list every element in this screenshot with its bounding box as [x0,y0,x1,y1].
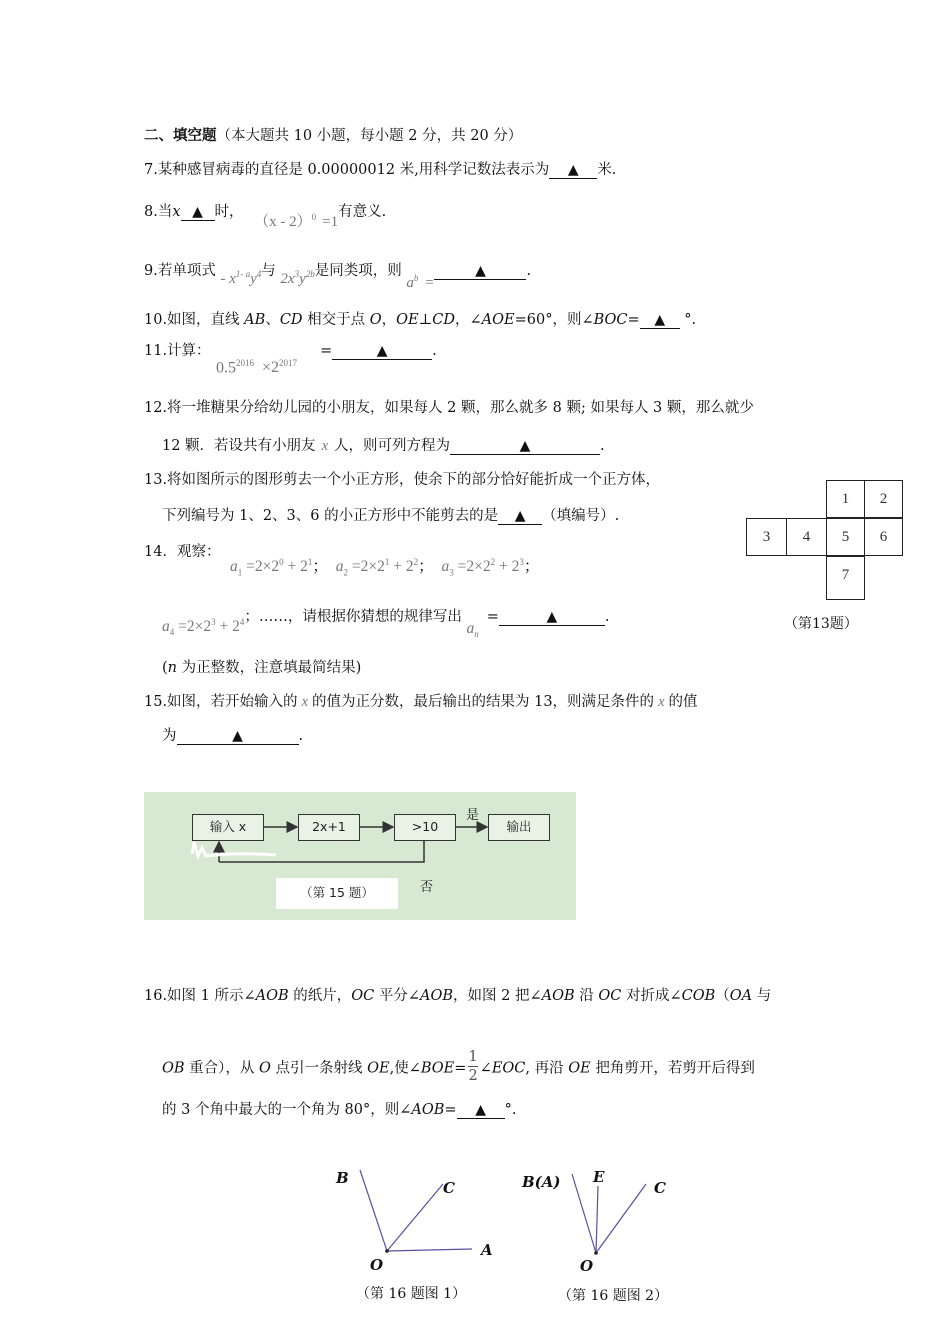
q15-end: . [298,728,304,744]
fig2-label-o: O [580,1257,594,1275]
q16-eoc: EOC [491,1060,526,1077]
q10-cd2: CD [432,312,456,328]
q13-post: （填编号）. [542,508,620,524]
q10-t4: ，∠ [455,312,482,328]
q16-t4: ，如图 2 把∠ [453,988,542,1004]
q16-ob: OB [162,1060,185,1077]
q14-f3be: 3 [519,557,524,567]
q10-end: °. [679,312,697,328]
q16-t3: 平分∠ [374,988,421,1004]
q16-o: O [259,1060,271,1077]
q14-f4be: 4 [239,617,245,627]
q16-aob-4: AOB [411,1102,445,1118]
q14-note-open: ( [162,660,168,676]
q10-t1: 10.如图，直线 [144,312,245,328]
question-11 [144,341,211,361]
q9-m2b: y [299,271,306,287]
q16-t9: 重合），从 [184,1060,260,1077]
fig2-label-e: E [593,1168,605,1186]
q14-mid: ……，请根据你猜想的规律写出 [258,609,462,626]
question-10 [144,310,696,330]
q11-answer-blank[interactable] [332,343,432,360]
q14-f4e: 3 [211,617,216,627]
net-cell-7: 7 [826,556,865,600]
q9-answer-blank[interactable] [434,263,526,280]
q14-a2: a [335,558,344,576]
ray-oc [387,1184,443,1251]
q16-frac-num: 1 [468,1049,478,1065]
q10-o: O [369,312,382,328]
q13-caption: （第13题） [784,616,858,632]
q14-s2: 2 [343,567,348,578]
q16-aob-2: AOB [420,988,454,1004]
q11-e2: 2017 [279,358,298,368]
q14-s4: 4 [169,627,175,638]
q14-an-n: n [474,629,479,640]
q12-end: . [600,438,605,454]
triangle-marker-icon: ▲ [475,263,486,279]
ray-ob [360,1170,387,1251]
q15-t1: 15.如图，若开始输入的 [144,694,298,710]
q14-row-2 [162,602,610,640]
q8-text: 8.当 [144,204,173,220]
q9-m1be: 4 [256,269,262,279]
q15-t4: 为 [162,728,177,744]
q9-m1e: 1- a [235,269,251,279]
fig1-label-c: C [443,1179,455,1197]
q9-text: 9.若单项式 [144,263,216,279]
q16-t15: 把角剪开，若剪开后得到 [590,1060,755,1077]
q13-answer-blank[interactable] [498,508,542,525]
q11-base1: 0.5 [216,359,236,377]
flow-output-box: 输出 [488,814,550,841]
q8-var: x [172,204,181,220]
q16-oe-1: OE [367,1060,390,1077]
ray-oa [387,1249,472,1251]
q9-abe: b [413,273,419,283]
q14-f3: =2×2 [457,558,491,576]
q14-f1: =2×2 [246,558,280,576]
q10-perp: ⊥ [418,312,433,328]
q14-f2b: + 2 [393,558,414,576]
net-cell-5: 5 [826,518,865,556]
question-14-label: 14．观察： [144,544,221,560]
q16-oc-1: OC [351,988,375,1004]
q14-f3b: + 2 [498,558,520,576]
triangle-marker-icon: ▲ [232,728,243,744]
q16-cob: COB [681,988,716,1004]
triangle-marker-icon: ▲ [475,1102,486,1118]
q14-a1: a [230,558,238,576]
triangle-marker-icon: ▲ [376,343,388,359]
q10-t5: =60°，则∠ [514,312,594,328]
q14-note [162,658,361,678]
arrow-loop-back [219,839,424,862]
q11-e1: 2016 [236,358,254,368]
question-12-line-1: 12.将一堆糖果分给幼儿园的小朋友，如果每人 2 颗，那么就多 8 颗; 如果每人 3 颗，那么就少 [144,400,754,416]
q14-note-text: 为正整数，注意填最简结果) [177,660,362,676]
q16-t1: 16.如图 1 所示∠ [144,988,256,1004]
q16-t7: （ [715,988,730,1004]
q9-m2be: 2b [305,269,315,279]
q8-answer-blank[interactable] [181,204,215,221]
q16-t17: = [444,1102,457,1118]
q14-semi-2: ； [418,558,434,576]
question-16-line-1 [144,986,771,1006]
question-16-line-3 [162,1100,516,1120]
q9-m2: 2x [280,271,295,287]
q14-semi-3: ； [523,558,540,576]
q16-t2: 的纸片， [288,988,352,1004]
q16-t14: , 再沿 [525,1060,569,1077]
q15-t2: 的值为正分数，最后输出的结果为 13，则满足条件的 [312,694,655,710]
section-heading: 二、填空题 [144,127,217,144]
q14-f2: =2×2 [351,558,385,576]
flow-caption: （第 15 题） [276,878,398,909]
q10-sep: 、 [265,312,280,328]
question-8 [144,197,387,230]
section-note: （本大题共 10 小题，每小题 2 分，共 20 分） [216,128,523,144]
flow-input-box: 输入 x [192,814,264,841]
q8-post: 有意义. [338,204,387,220]
q16-figure-1 [330,1160,510,1280]
question-12-line-2 [162,436,605,456]
q16-t5: 沿 [574,988,599,1004]
q9-end: . [526,263,532,279]
ray-oe [596,1186,598,1253]
fig2-label-ba: B(A) [522,1173,561,1191]
q14-a3: a [441,558,450,576]
q14-f1b: + 2 [287,558,308,576]
q16-fraction [468,1048,477,1085]
triangle-marker-icon: ▲ [567,162,579,178]
point-o [385,1249,389,1253]
q14-f4b: + 2 [219,618,240,636]
q12-t2: 人，则可列方程为 [334,438,450,454]
q14-f2be: 2 [413,557,419,567]
q14-f4: =2×2 [178,618,212,636]
q14-f1e: 0 [279,557,284,567]
q14-f3e: 2 [490,557,496,567]
q12-answer-blank[interactable] [450,438,600,455]
q8-mid: 时， [214,204,244,220]
handwriting-mark [192,842,276,856]
q14-s3: 3 [449,567,454,578]
q14-eq: = [486,609,499,626]
q15-x2: x [658,694,665,710]
q16-t6: 对折成∠ [621,988,682,1004]
q16-oa: OA [729,988,753,1004]
q14-f2e: 1 [384,557,390,567]
q7-text: 7.某种感冒病毒的直径是 0.00000012 米,用科学记数法表示为 [144,162,550,178]
q10-aoe: AOE [481,312,515,328]
q10-ab: AB [244,312,266,328]
q9-post: 是同类项，则 [314,263,402,279]
fig1-label-a: A [481,1241,493,1259]
q16-oe-2: OE [568,1060,591,1077]
question-7 [144,160,616,180]
q14-semi-1: ； [312,558,328,576]
question-15-line-1 [144,692,698,712]
q15-flowchart [144,792,576,920]
q16-aob-3: AOB [541,988,575,1004]
q11-text: 11.计算： [144,343,211,359]
q8-formula-exp: 0 [311,212,317,222]
q14-f1be: 1 [307,557,313,567]
q9-monomial-2 [280,271,314,287]
q8-formula-base: （x - 2） [254,214,312,230]
net-cell-3: 3 [746,518,787,556]
question-13-line-2 [162,506,619,526]
q12-x: x [321,438,328,454]
q10-t6: = [627,312,640,328]
q7-answer-blank[interactable] [549,162,597,179]
q10-answer-blank[interactable] [640,312,680,329]
q13-t1: 下列编号为 1、2、3、6 的小正方形中不能剪去的是 [162,508,499,524]
flow-no-label: 否 [420,880,434,895]
q16-t11: ,使∠ [389,1060,421,1077]
q9-mid: 与 [261,263,276,279]
flow-yes-label: 是 [466,808,480,823]
q14-an [466,620,479,640]
q11-end: . [432,343,437,359]
q16-t10: 点引一条射线 [270,1060,368,1077]
q14-a4: a [162,618,170,636]
question-15-line-2 [162,726,303,746]
q9-m1: - x [220,271,236,287]
q11-expression [216,353,297,378]
point-o [594,1251,598,1255]
fig2-label-c: C [654,1179,666,1197]
q16-oc-2: OC [598,988,622,1004]
q15-t3: 的值 [668,694,698,710]
fig1-label-o: O [370,1256,384,1274]
q14-formulas-row-1 [230,552,539,582]
q9-eq: = [424,275,435,291]
q10-cd: CD [279,312,303,328]
q16-boe: BOE [420,1060,455,1077]
q8-formula-eq: =1 [322,214,339,230]
fig2-caption: （第 16 题图 2） [558,1288,669,1304]
q7-unit: 米. [597,162,617,178]
q8-formula [254,214,338,230]
q14-an-a: a [466,620,475,638]
q16-t8: 与 [752,988,772,1004]
q16-t16: 的 3 个角中最大的一个角为 80°，则∠ [162,1102,412,1118]
q10-boc: BOC [593,312,628,328]
q15-x1: x [301,694,308,710]
q9-power [406,275,434,291]
q15-answer-blank[interactable] [177,728,299,745]
net-cell-6: 6 [864,518,903,556]
net-cell-2: 2 [864,480,903,518]
q16-figure-2 [550,1160,670,1270]
fig1-label-b: B [336,1169,349,1187]
q9-m1b: y [250,271,257,287]
q16-t12: = [454,1060,467,1077]
q11-times: ×2 [262,359,280,377]
q16-answer-blank[interactable] [457,1102,505,1119]
q11-eq: = [320,343,333,359]
q14-formula-4 [162,617,245,638]
q10-t3: ， [381,312,397,328]
flow-op-box: 2x+1 [298,814,360,841]
question-13-line-1: 13.将如图所示的图形剪去一个小正方形，使余下的部分恰好能折成一个正方体， [144,472,661,488]
q14-semi-4: ； [244,609,259,626]
q14-note-n: n [167,660,178,676]
flow-cond-box: >10 [394,814,456,841]
question-9 [144,256,532,291]
question-16-line-2 [162,1050,755,1087]
q9-ab: a [406,275,414,291]
triangle-marker-icon: ▲ [546,609,558,626]
q16-frac-den: 2 [468,1068,478,1084]
triangle-marker-icon: ▲ [514,508,526,524]
ray-oc [596,1184,646,1253]
section-heading-line [144,126,522,146]
q16-t13: ∠ [479,1060,492,1077]
q14-answer-blank[interactable] [499,609,605,626]
q12-t1: 12 颗．若设共有小朋友 [162,438,316,454]
net-cell-1: 1 [826,480,865,518]
q16-t18: °. [504,1102,517,1118]
fig1-caption: （第 16 题图 1） [356,1286,467,1302]
triangle-marker-icon: ▲ [519,438,531,454]
q10-t2: 相交于点 [302,312,370,328]
q14-end: . [604,609,610,626]
triangle-marker-icon: ▲ [654,312,666,328]
q9-m2e: 3 [294,269,300,279]
q10-oe: OE [396,312,419,328]
q9-monomial-1 [220,271,261,287]
q16-aob-1: AOB [255,988,289,1004]
net-cell-4: 4 [786,518,827,556]
q11-answer-line [320,341,437,361]
q14-s1: 1 [237,567,243,578]
triangle-marker-icon: ▲ [192,204,203,220]
